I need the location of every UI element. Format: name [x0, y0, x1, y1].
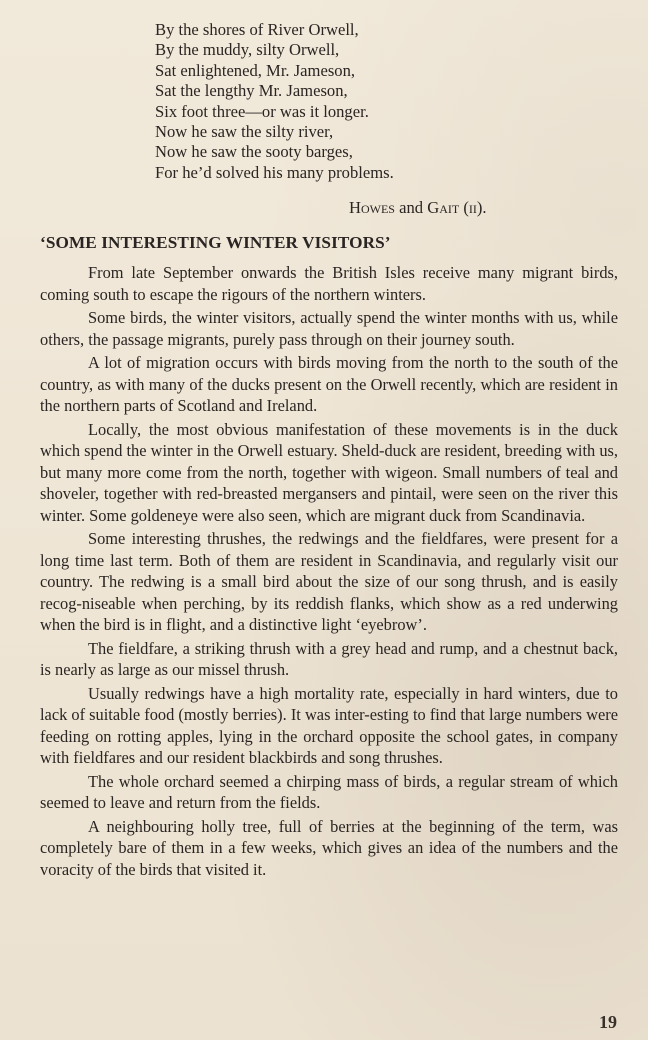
paragraph: Usually redwings have a high mortality rate, especially in hard winters, due to lack of suitable food (mostly berries). It was inter-esting to find that large numbers were feeding on rotting apples, lying in the orchard opposite the school gates, in company with fieldfares and our resident blackbirds and song thrushes.: [40, 683, 618, 767]
poem-line: By the shores of River Orwell,: [155, 20, 359, 39]
poem-line: Sat enlightened, Mr. Jameson,: [155, 60, 356, 80]
poem-line: Sat the lengthy Mr. Jameson,: [155, 81, 348, 101]
paragraph: From late September onwards the British Isles receive many migrant birds, coming south to escape the rigours of the northern winters.: [40, 263, 618, 304]
paragraph: Locally, the most obvious manifestation of these movements is in the duck which spend the winter in the Orwell estuary. Sheld-duck are resident, breeding with us, but many more come from the north, together with wigeon. Small numbers of teal and shoveler, together with red-breasted mergansers and pintail, were seen on the river this winter. Some goldeneye were also seen, which are migrant duck from Scandinavia.: [40, 419, 618, 525]
poem-line: By the muddy, silty Orwell,: [155, 40, 340, 60]
article-body: [40, 262, 618, 880]
paragraph: The fieldfare, a striking thrush with a grey head and rump, and a chestnut back, is nearly as large as our missel thrush.: [40, 638, 618, 679]
poem: [155, 20, 394, 183]
poem-line: For he’d solved his many problems.: [155, 162, 394, 182]
poem-line: Six foot three—or was it longer.: [155, 101, 369, 121]
author-form: (ii).: [459, 198, 487, 217]
paragraph: A neighbouring holly tree, full of berries at the beginning of the term, was completely bare of them in a few weeks, which gives an idea of the numbers and the voracity of the birds that visited it.: [40, 816, 618, 879]
poem-line: Now he saw the silty river,: [155, 122, 334, 142]
paragraph: Some interesting thrushes, the redwings and the fieldfares, were present for a long time last term. Both of them are resident in Scandinavia, and regularly visit our country. The redwing is a small bird about the size of our song thrush, and is easily recog-niseable when perching, by its reddish flanks, which show as a red underwing when the bird is in flight, and a distinctive light ‘eyebrow’.: [40, 529, 618, 634]
paragraph: The whole orchard seemed a chirping mass of birds, a regular stream of which seemed to leave and return from the fields.: [40, 771, 618, 812]
article-heading: ‘SOME INTERESTING WINTER VISITORS’: [40, 233, 391, 252]
poem-attribution: [349, 198, 487, 218]
poem-line: Now he saw the sooty barges,: [155, 142, 353, 162]
page-number: 19: [599, 1012, 617, 1032]
author-name: Howes: [349, 198, 395, 217]
paragraph: Some birds, the winter visitors, actually spend the winter months with us, while others, the passage migrants, purely pass through on their journey south.: [40, 308, 618, 349]
attribution-conjunction: and: [394, 198, 428, 217]
author-name: Gait: [427, 198, 460, 217]
paragraph: A lot of migration occurs with birds moving from the north to the south of the country, as with many of the ducks present on the Orwell recently, which are resident in the northern parts of Scotland and Ireland.: [40, 353, 618, 415]
